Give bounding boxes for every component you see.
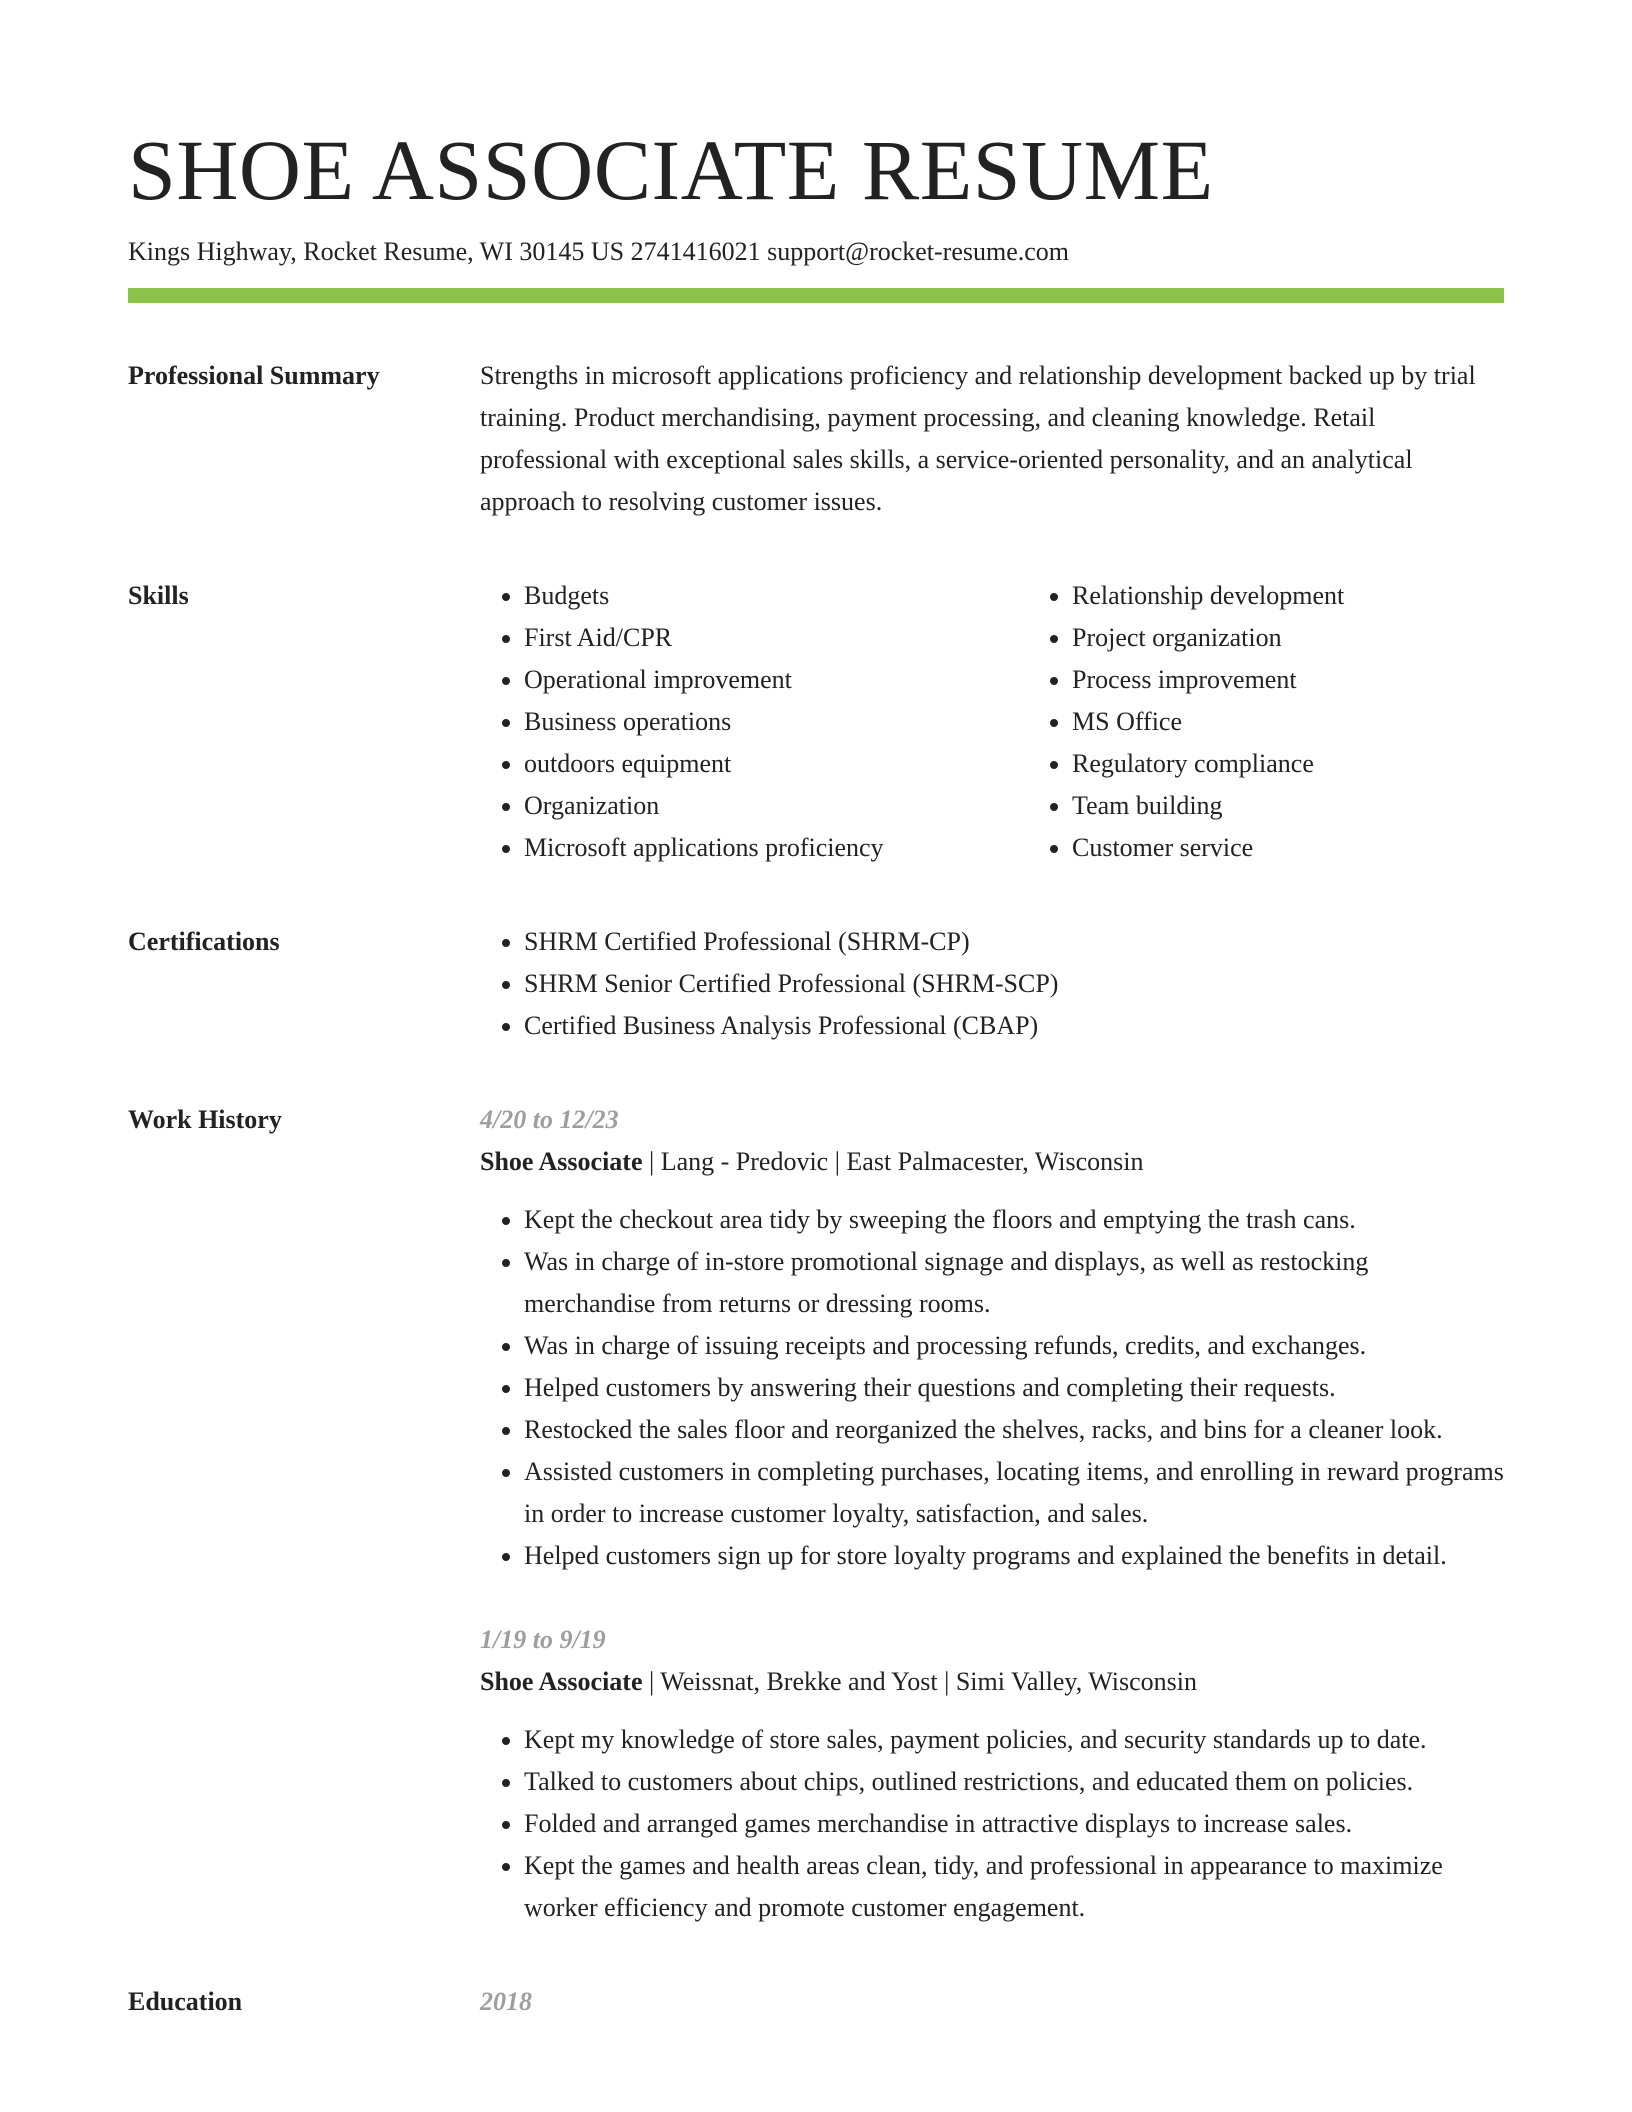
work-history-section bbox=[128, 1099, 1504, 1929]
skill-item: • Business operations bbox=[524, 701, 984, 743]
skill-item: • outdoors equipment bbox=[524, 743, 984, 785]
job-bullet: • Helped customers by answering their questions and completing their requests. bbox=[524, 1367, 1504, 1409]
skill-item: • Team building bbox=[1072, 785, 1504, 827]
skill-item: • Operational improvement bbox=[524, 659, 984, 701]
skill-item: • Organization bbox=[524, 785, 984, 827]
job-entry bbox=[480, 1099, 1504, 1577]
section-label: Education bbox=[128, 1987, 243, 2016]
job-bullet: • Restocked the sales floor and reorganized the shelves, racks, and bins for a cleaner look. bbox=[524, 1409, 1504, 1451]
skill-item: • Budgets bbox=[524, 575, 984, 617]
skills-section bbox=[128, 575, 1504, 869]
skills-list-left bbox=[480, 575, 984, 869]
skill-item: • Relationship development bbox=[1072, 575, 1504, 617]
job-details: | Weissnat, Brekke and Yost | Simi Valley, Wisconsin bbox=[642, 1667, 1197, 1696]
section-label: Work History bbox=[128, 1105, 282, 1134]
skill-item: • Customer service bbox=[1072, 827, 1504, 869]
job-heading bbox=[480, 1661, 1504, 1703]
job-entry bbox=[480, 1619, 1504, 1929]
education-section bbox=[128, 1981, 1504, 2023]
skill-item: • Microsoft applications proficiency bbox=[524, 827, 984, 869]
skill-item: • MS Office bbox=[1072, 701, 1504, 743]
skill-item: • Regulatory compliance bbox=[1072, 743, 1504, 785]
skill-item: • Process improvement bbox=[1072, 659, 1504, 701]
certification-item: • SHRM Certified Professional (SHRM-CP) bbox=[524, 921, 1504, 963]
job-bullet: • Kept the games and health areas clean, tidy, and professional in appearance to maximize worker efficiency and promote customer engagement. bbox=[524, 1845, 1504, 1929]
job-title: Shoe Associate bbox=[480, 1667, 643, 1696]
header-divider bbox=[128, 288, 1504, 303]
job-heading bbox=[480, 1141, 1504, 1183]
section-label: Certifications bbox=[128, 927, 280, 956]
certifications-section bbox=[128, 921, 1504, 1047]
job-bullet: • Was in charge of in-store promotional signage and displays, as well as restocking merchandise from returns or dressing rooms. bbox=[524, 1241, 1504, 1325]
resume-title: SHOE ASSOCIATE RESUME bbox=[128, 122, 1214, 218]
contact-line: Kings Highway, Rocket Resume, WI 30145 US 2741416021 support@rocket-resume.com bbox=[128, 237, 1070, 266]
section-label: Skills bbox=[128, 581, 189, 610]
job-dates: 1/19 to 9/19 bbox=[480, 1625, 606, 1654]
resume-page bbox=[128, 120, 1504, 2023]
certifications-list bbox=[480, 921, 1504, 1047]
job-bullet: • Assisted customers in completing purchases, locating items, and enrolling in reward programs in order to increase customer loyalty, satisfaction, and sales. bbox=[524, 1451, 1504, 1535]
skills-list-right bbox=[1028, 575, 1504, 869]
job-bullet: • Talked to customers about chips, outlined restrictions, and educated them on policies. bbox=[524, 1761, 1504, 1803]
job-bullets bbox=[480, 1199, 1504, 1577]
certification-item: • SHRM Senior Certified Professional (SHRM-SCP) bbox=[524, 963, 1504, 1005]
job-title: Shoe Associate bbox=[480, 1147, 643, 1176]
certification-item: • Certified Business Analysis Professional (CBAP) bbox=[524, 1005, 1504, 1047]
job-details: | Lang - Predovic | East Palmacester, Wisconsin bbox=[642, 1147, 1144, 1176]
job-bullets bbox=[480, 1719, 1504, 1929]
summary-section bbox=[128, 355, 1504, 523]
section-label: Professional Summary bbox=[128, 361, 380, 390]
skill-item: • Project organization bbox=[1072, 617, 1504, 659]
skill-item: • First Aid/CPR bbox=[524, 617, 984, 659]
job-bullet: • Folded and arranged games merchandise in attractive displays to increase sales. bbox=[524, 1803, 1504, 1845]
education-dates: 2018 bbox=[480, 1987, 532, 2016]
job-bullet: • Kept the checkout area tidy by sweeping the floors and emptying the trash cans. bbox=[524, 1199, 1504, 1241]
summary-text: Strengths in microsoft applications proficiency and relationship development backed up by trial training. Product merchandising, payment processing, and cleaning knowledge. Retail professional with exceptional sales skills, a service-oriented personality, and an analytical approach to resolving customer issues. bbox=[480, 361, 1476, 516]
job-dates: 4/20 to 12/23 bbox=[480, 1105, 619, 1134]
job-bullet: • Kept my knowledge of store sales, payment policies, and security standards up to date. bbox=[524, 1719, 1504, 1761]
job-bullet: • Helped customers sign up for store loyalty programs and explained the benefits in detail. bbox=[524, 1535, 1504, 1577]
job-bullet: • Was in charge of issuing receipts and processing refunds, credits, and exchanges. bbox=[524, 1325, 1504, 1367]
